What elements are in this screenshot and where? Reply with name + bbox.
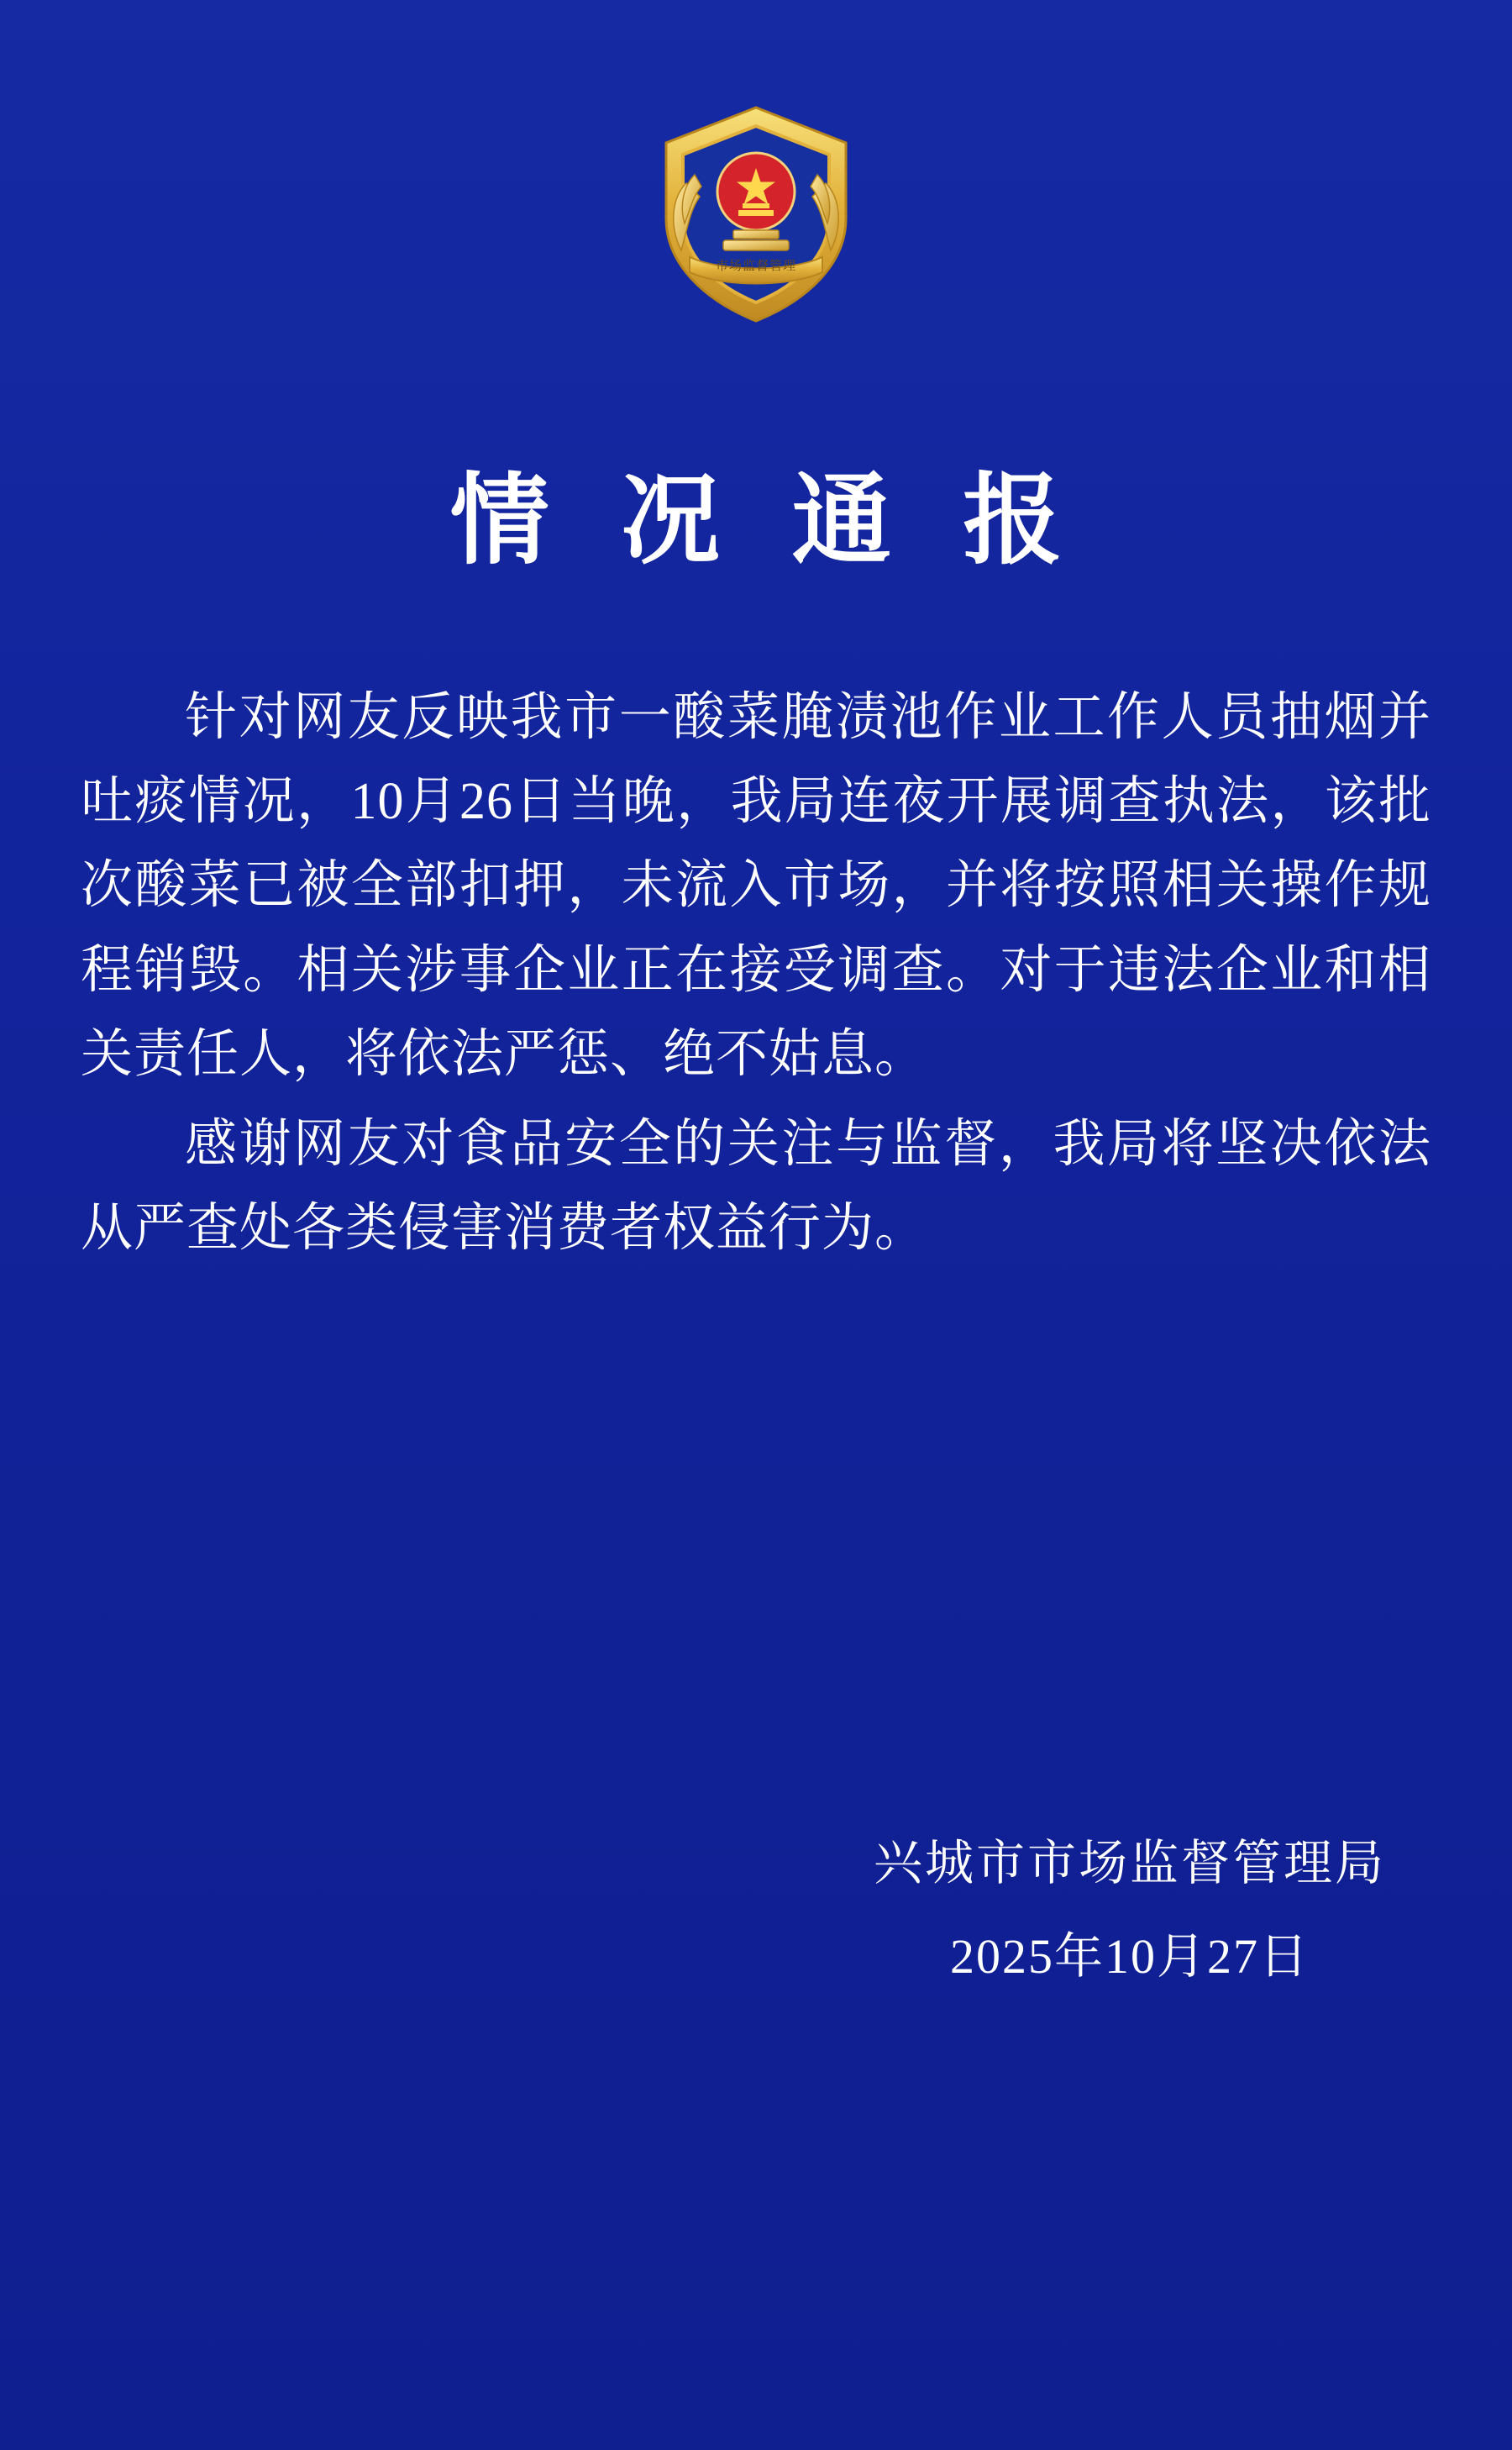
- issuing-organization: 兴城市市场监督管理局: [873, 1836, 1386, 1891]
- notice-body: [81, 676, 1431, 1271]
- emblem-container: [0, 0, 1512, 336]
- paragraph-2: 感谢网友对食品安全的关注与监督，我局将坚决依法从严查处各类侵害消费者权益行为。: [81, 1115, 1431, 1258]
- svg-text:市场监督管理: 市场监督管理: [715, 260, 797, 273]
- paragraph-1: 针对网友反映我市一酸菜腌渍池作业工作人员抽烟并吐痰情况，10月26日当晚，我局连夜开展调查执法，该批次酸菜已被全部扣押，未流入市场，并将按照相关操作规程销毁。相关涉事企业正在接受调查。对于违法企业和相关责任人，将依法严惩、绝不姑息。: [81, 688, 1431, 1084]
- market-supervision-emblem-icon: [634, 92, 878, 336]
- page-title: 情 况 通 报: [449, 466, 1086, 576]
- issue-date: 2025年10月27日: [949, 1929, 1310, 1985]
- signature-block: [874, 1825, 1386, 1996]
